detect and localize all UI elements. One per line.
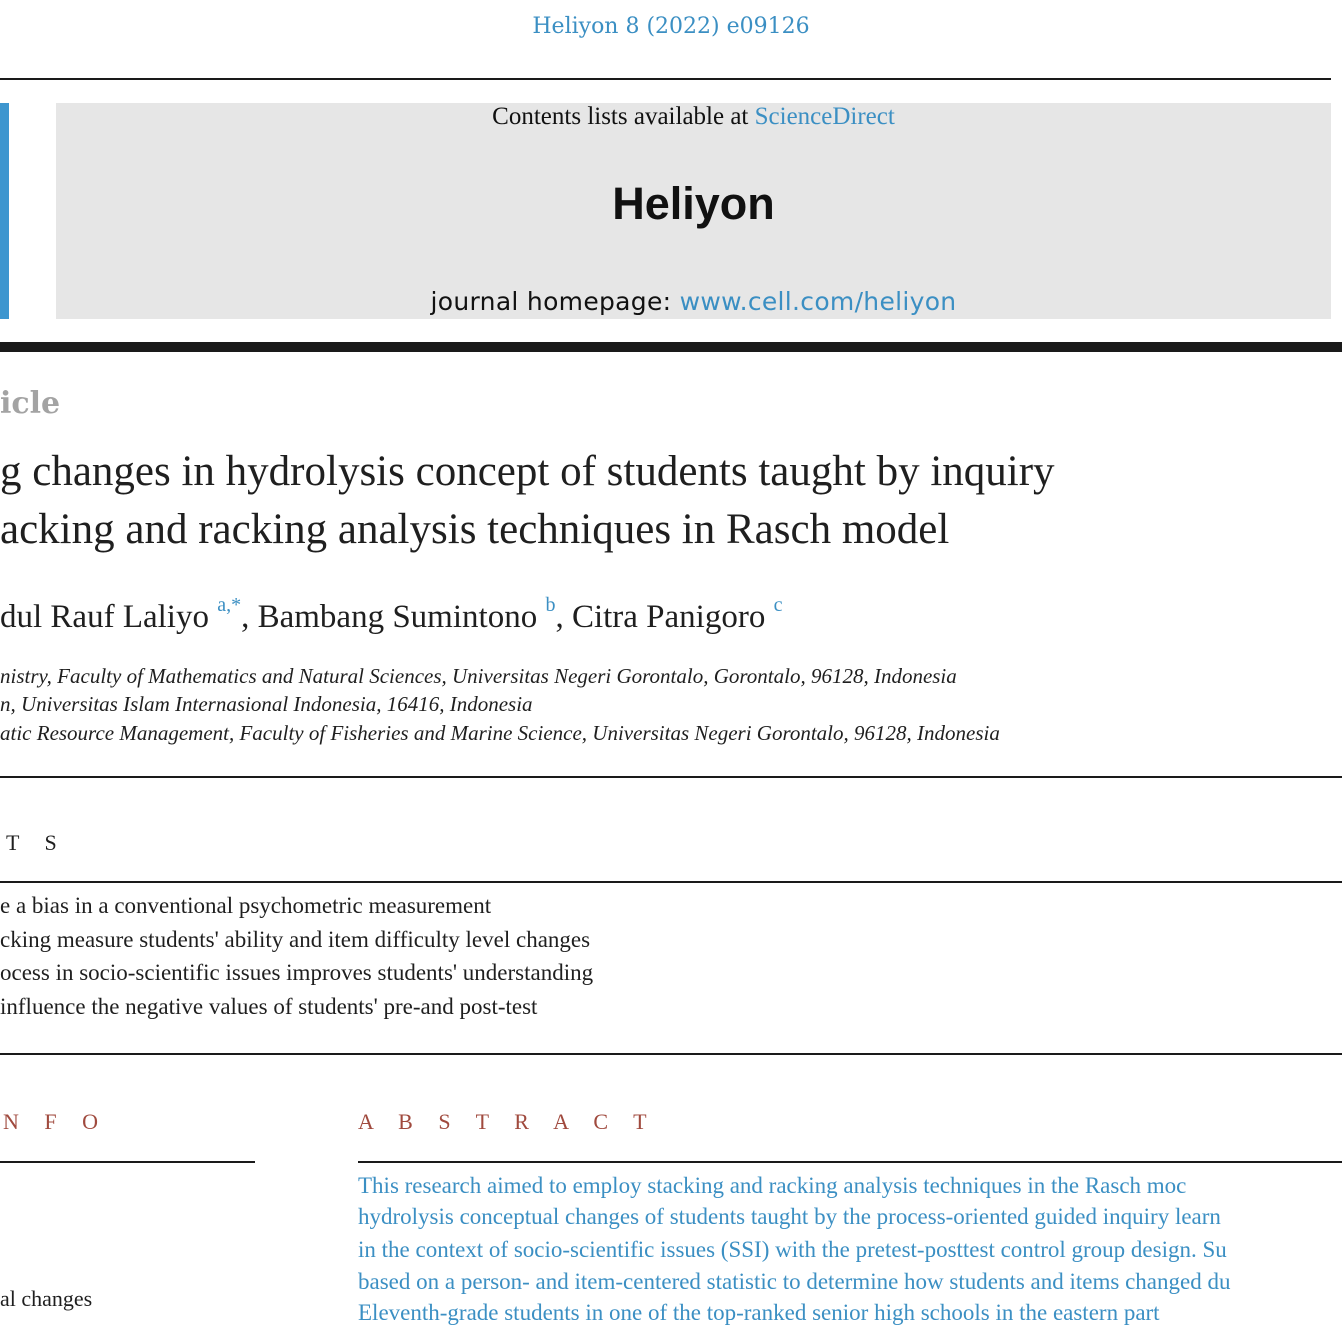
- author-separator: ,: [555, 599, 572, 635]
- abstract-rule: [358, 1161, 1342, 1163]
- article-title-line-2: acking and racking analysis techniques in Rasch model: [0, 506, 950, 553]
- highlight-item: influence the negative values of students' pre-and post-test: [0, 994, 538, 1019]
- highlights-heading: T S: [6, 830, 67, 855]
- article-title-line-1: g changes in hydrolysis concept of students taught by inquiry: [0, 448, 1055, 495]
- highlight-item: cking measure students' ability and item difficulty level changes: [0, 927, 591, 952]
- abstract-heading: A B S T R A C T: [358, 1109, 657, 1134]
- homepage-line: [56, 287, 1331, 316]
- abstract-text-line: This research aimed to employ stacking and racking analysis techniques in the Rasch moc: [358, 1173, 1187, 1198]
- article-type-label: icle: [0, 386, 61, 421]
- affiliation-a: nistry, Faculty of Mathematics and Natural Sciences, Universitas Negeri Gorontalo, Gorontalo, 96128, Indonesia: [0, 664, 957, 688]
- affiliations-rule: [0, 776, 1342, 778]
- author-name: Citra Panigoro: [571, 599, 766, 635]
- affiliation-b: n, Universitas Islam Internasional Indonesia, 16416, Indonesia: [0, 692, 533, 716]
- homepage-prefix: journal homepage:: [430, 287, 672, 316]
- author-name: dul Rauf Laliyo: [0, 599, 209, 635]
- author-affiliation-marker[interactable]: b: [545, 594, 556, 616]
- author-affiliation-marker[interactable]: c: [773, 594, 783, 616]
- abstract-text-line: hydrolysis conceptual changes of students taught by the process-oriented guided inquiry learn: [358, 1204, 1221, 1229]
- journal-masthead: [56, 103, 1331, 319]
- abstract-text-line: based on a person- and item-centered statistic to determine how students and items changed du: [358, 1269, 1231, 1294]
- journal-name: Heliyon: [612, 178, 775, 229]
- sciencedirect-link[interactable]: ScienceDirect: [754, 103, 895, 130]
- highlight-item: ocess in socio-scientific issues improves students' understanding: [0, 960, 594, 985]
- highlights-top-rule: [0, 881, 1342, 883]
- author-name: Bambang Sumintono: [257, 599, 538, 635]
- affiliation-c: atic Resource Management, Faculty of Fisheries and Marine Science, Universitas Negeri Gorontalo, 96128, Indonesia: [0, 721, 1000, 745]
- author-affiliation-marker[interactable]: a,*: [217, 594, 242, 616]
- header-rule: [0, 78, 1331, 80]
- contents-prefix: Contents lists available at: [492, 103, 749, 130]
- article-info-heading: N F O: [3, 1109, 109, 1134]
- highlights-bottom-rule: [0, 1053, 1342, 1055]
- highlight-item: e a bias in a conventional psychometric measurement: [0, 893, 492, 918]
- abstract-text-line: Eleventh-grade students in one of the top-ranked senior high schools in the eastern part: [358, 1300, 1160, 1325]
- masthead-thick-rule: [0, 342, 1342, 352]
- article-info-rule: [0, 1161, 255, 1163]
- abstract-text-line: in the context of socio-scientific issues (SSI) with the pretest-posttest control group design. Su: [358, 1237, 1227, 1262]
- author-list: [0, 594, 783, 636]
- publisher-logo-bar: [0, 103, 9, 319]
- keyword-item[interactable]: al changes: [0, 1286, 93, 1311]
- journal-citation[interactable]: Heliyon 8 (2022) e09126: [532, 14, 810, 39]
- author-separator: ,: [241, 599, 258, 635]
- homepage-link[interactable]: www.cell.com/heliyon: [679, 287, 957, 316]
- contents-line: [56, 103, 1331, 131]
